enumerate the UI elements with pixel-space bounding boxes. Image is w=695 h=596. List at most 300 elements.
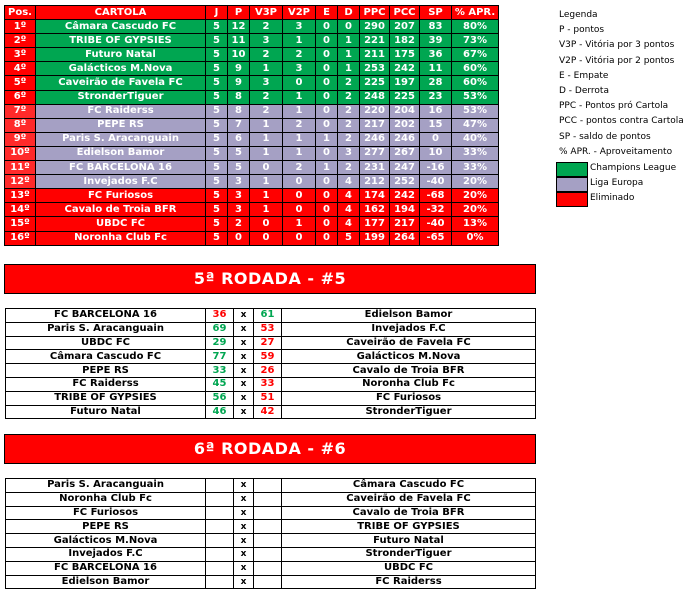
- cell-pcc: 197: [390, 76, 420, 90]
- cell-apr: 20%: [452, 189, 499, 203]
- standings-row: [5, 48, 499, 62]
- legend-title: Legenda: [559, 10, 598, 20]
- away-team: Caveirão de Favela FC: [282, 336, 536, 350]
- versus-mark: x: [234, 322, 254, 336]
- cell-team: Caveirão de Favela FC: [36, 76, 206, 90]
- cell-team: Cavalo de Troia BFR: [36, 203, 206, 217]
- match-row: [6, 506, 536, 520]
- cell-pcc: 264: [390, 231, 420, 245]
- header-sp: SP: [420, 6, 452, 20]
- cell-sp: 10: [420, 146, 452, 160]
- cell-e: 0: [316, 90, 338, 104]
- cell-pcc: 252: [390, 175, 420, 189]
- cell-v2p: 2: [283, 161, 316, 175]
- home-team: Futuro Natal: [6, 405, 206, 419]
- cell-ppc: 290: [360, 20, 390, 34]
- home-team: UBDC FC: [6, 336, 206, 350]
- cell-sp: 39: [420, 34, 452, 48]
- cell-apr: 13%: [452, 217, 499, 231]
- cell-p: 6: [228, 132, 250, 146]
- cell-sp: 36: [420, 48, 452, 62]
- cell-pos: 2º: [5, 34, 36, 48]
- home-score: [206, 547, 234, 561]
- legend-item: D - Derrota: [559, 86, 609, 97]
- cell-e: 1: [316, 161, 338, 175]
- cell-j: 5: [206, 231, 228, 245]
- cell-sp: 11: [420, 62, 452, 76]
- cell-p: 3: [228, 175, 250, 189]
- standings-row: [5, 62, 499, 76]
- cell-sp: 28: [420, 76, 452, 90]
- away-team: Galácticos M.Nova: [282, 350, 536, 364]
- versus-mark: x: [234, 520, 254, 534]
- standings-row: [5, 34, 499, 48]
- cell-pcc: 182: [390, 34, 420, 48]
- home-score: 45: [206, 377, 234, 391]
- round5-matches: [5, 308, 536, 419]
- cell-e: 0: [316, 76, 338, 90]
- away-team: Caveirão de Favela FC: [282, 492, 536, 506]
- cell-sp: -32: [420, 203, 452, 217]
- standings-row: [5, 231, 499, 245]
- cell-v2p: 2: [283, 118, 316, 132]
- cell-v2p: 0: [283, 189, 316, 203]
- cell-j: 5: [206, 161, 228, 175]
- cell-d: 2: [338, 118, 360, 132]
- standings-row: [5, 20, 499, 34]
- cell-sp: 0: [420, 132, 452, 146]
- standings-row: [5, 104, 499, 118]
- cell-team: Câmara Cascudo FC: [36, 20, 206, 34]
- cell-v3p: 2: [250, 90, 283, 104]
- home-team: PEPE RS: [6, 364, 206, 378]
- match-row: [6, 479, 536, 493]
- match-row: [6, 534, 536, 548]
- cell-pos: 12º: [5, 175, 36, 189]
- cell-e: 0: [316, 231, 338, 245]
- cell-v3p: 2: [250, 104, 283, 118]
- cell-pos: 3º: [5, 48, 36, 62]
- away-score: 53: [254, 322, 282, 336]
- match-row: [6, 336, 536, 350]
- versus-mark: x: [234, 492, 254, 506]
- cell-d: 1: [338, 62, 360, 76]
- legend-swatch-europa: [556, 177, 588, 192]
- away-team: Noronha Club Fc: [282, 377, 536, 391]
- cell-e: 0: [316, 175, 338, 189]
- cell-apr: 53%: [452, 90, 499, 104]
- cell-p: 11: [228, 34, 250, 48]
- cell-v2p: 0: [283, 203, 316, 217]
- match-row: [6, 561, 536, 575]
- cell-pcc: 247: [390, 161, 420, 175]
- cell-ppc: 220: [360, 104, 390, 118]
- header-pos: Pos.: [5, 6, 36, 20]
- legend-item: % APR. - Aproveitamento: [559, 146, 673, 157]
- cell-team: UBDC FC: [36, 217, 206, 231]
- cell-e: 0: [316, 104, 338, 118]
- match-row: [6, 520, 536, 534]
- cell-ppc: 211: [360, 48, 390, 62]
- cell-d: 1: [338, 48, 360, 62]
- cell-v3p: 3: [250, 34, 283, 48]
- legend: [559, 8, 684, 160]
- cell-apr: 20%: [452, 175, 499, 189]
- cell-v2p: 3: [283, 62, 316, 76]
- cell-pcc: 202: [390, 118, 420, 132]
- cell-p: 3: [228, 203, 250, 217]
- cell-e: 0: [316, 20, 338, 34]
- cell-pos: 15º: [5, 217, 36, 231]
- cell-e: 0: [316, 62, 338, 76]
- cell-v3p: 2: [250, 20, 283, 34]
- legend-swatch-champions: [556, 162, 588, 177]
- cell-pcc: 175: [390, 48, 420, 62]
- cell-e: 0: [316, 118, 338, 132]
- legend-item: V2P - Vitória por 2 pontos: [559, 55, 675, 66]
- header-pcc: PCC: [390, 6, 420, 20]
- standings-row: [5, 76, 499, 90]
- legend-zone-eliminado: Eliminado: [590, 193, 635, 203]
- cell-e: 0: [316, 217, 338, 231]
- cell-ppc: 212: [360, 175, 390, 189]
- cell-pos: 4º: [5, 62, 36, 76]
- cell-team: Edielson Bamor: [36, 146, 206, 160]
- home-score: 69: [206, 322, 234, 336]
- cell-apr: 47%: [452, 118, 499, 132]
- away-score: [254, 479, 282, 493]
- match-row: [6, 391, 536, 405]
- away-team: StronderTiguer: [282, 547, 536, 561]
- versus-mark: x: [234, 405, 254, 419]
- cell-pos: 13º: [5, 189, 36, 203]
- home-score: [206, 506, 234, 520]
- cell-pcc: 242: [390, 62, 420, 76]
- cell-team: TRIBE OF GYPSIES: [36, 34, 206, 48]
- away-score: [254, 506, 282, 520]
- cell-e: 0: [316, 48, 338, 62]
- cell-ppc: 174: [360, 189, 390, 203]
- away-score: [254, 520, 282, 534]
- versus-mark: x: [234, 534, 254, 548]
- home-score: [206, 561, 234, 575]
- cell-ppc: 253: [360, 62, 390, 76]
- cell-v2p: 3: [283, 20, 316, 34]
- cell-p: 2: [228, 217, 250, 231]
- cell-apr: 60%: [452, 76, 499, 90]
- cell-pos: 8º: [5, 118, 36, 132]
- standings-row: [5, 161, 499, 175]
- away-score: 27: [254, 336, 282, 350]
- match-row: [6, 405, 536, 419]
- away-team: Câmara Cascudo FC: [282, 479, 536, 493]
- versus-mark: x: [234, 364, 254, 378]
- cell-pcc: 246: [390, 132, 420, 146]
- home-score: [206, 575, 234, 589]
- cell-p: 7: [228, 118, 250, 132]
- cell-sp: -16: [420, 161, 452, 175]
- standings-row: [5, 175, 499, 189]
- home-team: Paris S. Aracanguain: [6, 322, 206, 336]
- cell-d: 1: [338, 34, 360, 48]
- legend-item: P - pontos: [559, 25, 605, 36]
- home-score: 77: [206, 350, 234, 364]
- cell-e: 0: [316, 34, 338, 48]
- cell-pcc: 194: [390, 203, 420, 217]
- cell-pos: 11º: [5, 161, 36, 175]
- cell-team: Noronha Club Fc: [36, 231, 206, 245]
- cell-d: 5: [338, 231, 360, 245]
- home-team: Edielson Bamor: [6, 575, 206, 589]
- cell-v2p: 1: [283, 104, 316, 118]
- cell-sp: -65: [420, 231, 452, 245]
- standings-table: [4, 5, 499, 246]
- away-team: TRIBE OF GYPSIES: [282, 520, 536, 534]
- away-team: StronderTiguer: [282, 405, 536, 419]
- cell-p: 9: [228, 62, 250, 76]
- cell-sp: 23: [420, 90, 452, 104]
- cell-v3p: 1: [250, 132, 283, 146]
- away-team: FC Furiosos: [282, 391, 536, 405]
- cell-ppc: 221: [360, 34, 390, 48]
- cell-apr: 67%: [452, 48, 499, 62]
- cell-p: 5: [228, 161, 250, 175]
- legend-item: V3P - Vitória por 3 pontos: [559, 40, 675, 51]
- away-score: [254, 561, 282, 575]
- header-p: P: [228, 6, 250, 20]
- header-cartola: CARTOLA: [36, 6, 206, 20]
- cell-ppc: 162: [360, 203, 390, 217]
- versus-mark: x: [234, 547, 254, 561]
- cell-apr: 53%: [452, 104, 499, 118]
- cell-j: 5: [206, 34, 228, 48]
- home-team: Câmara Cascudo FC: [6, 350, 206, 364]
- header-e: E: [316, 6, 338, 20]
- cell-v2p: 1: [283, 132, 316, 146]
- round6-matches: [5, 478, 536, 589]
- cell-v3p: 0: [250, 217, 283, 231]
- cell-p: 0: [228, 231, 250, 245]
- cell-p: 9: [228, 76, 250, 90]
- match-row: [6, 492, 536, 506]
- header-v3p: V3P: [250, 6, 283, 20]
- away-team: Edielson Bamor: [282, 309, 536, 323]
- cell-ppc: 217: [360, 118, 390, 132]
- cell-d: 2: [338, 132, 360, 146]
- legend-item: PCC - pontos contra Cartola: [559, 116, 684, 127]
- cell-v3p: 1: [250, 189, 283, 203]
- header-v2p: V2P: [283, 6, 316, 20]
- cell-team: FC Raiderss: [36, 104, 206, 118]
- cell-j: 5: [206, 20, 228, 34]
- cell-pos: 1º: [5, 20, 36, 34]
- cell-e: 0: [316, 203, 338, 217]
- cell-j: 5: [206, 146, 228, 160]
- away-team: Futuro Natal: [282, 534, 536, 548]
- cell-apr: 33%: [452, 146, 499, 160]
- versus-mark: x: [234, 506, 254, 520]
- cell-pos: 5º: [5, 76, 36, 90]
- cell-pcc: 242: [390, 189, 420, 203]
- cell-j: 5: [206, 175, 228, 189]
- standings-row: [5, 217, 499, 231]
- cell-ppc: 277: [360, 146, 390, 160]
- legend-swatch-eliminado: [556, 192, 588, 207]
- standings-body: [5, 20, 499, 246]
- home-team: FC BARCELONA 16: [6, 309, 206, 323]
- cell-d: 3: [338, 146, 360, 160]
- match-row: [6, 309, 536, 323]
- cell-d: 2: [338, 161, 360, 175]
- home-team: PEPE RS: [6, 520, 206, 534]
- home-score: 46: [206, 405, 234, 419]
- away-score: [254, 547, 282, 561]
- cell-v2p: 1: [283, 90, 316, 104]
- cell-v3p: 0: [250, 161, 283, 175]
- away-team: FC Raiderss: [282, 575, 536, 589]
- away-team: Cavalo de Troia BFR: [282, 506, 536, 520]
- cell-d: 2: [338, 90, 360, 104]
- cell-team: FC Furiosos: [36, 189, 206, 203]
- match-row: [6, 322, 536, 336]
- cell-v2p: 0: [283, 76, 316, 90]
- cell-sp: -40: [420, 175, 452, 189]
- cell-v3p: 1: [250, 203, 283, 217]
- cell-ppc: 231: [360, 161, 390, 175]
- match-row: [6, 350, 536, 364]
- cell-d: 4: [338, 189, 360, 203]
- home-team: TRIBE OF GYPSIES: [6, 391, 206, 405]
- legend-zone-europa: Liga Europa: [590, 178, 644, 188]
- cell-pcc: 207: [390, 20, 420, 34]
- cell-v2p: 0: [283, 231, 316, 245]
- standings-row: [5, 189, 499, 203]
- cell-j: 5: [206, 217, 228, 231]
- legend-item: E - Empate: [559, 70, 609, 81]
- cell-d: 4: [338, 175, 360, 189]
- cell-pos: 16º: [5, 231, 36, 245]
- cell-d: 2: [338, 76, 360, 90]
- away-score: 42: [254, 405, 282, 419]
- cell-ppc: 248: [360, 90, 390, 104]
- cell-pos: 10º: [5, 146, 36, 160]
- versus-mark: x: [234, 391, 254, 405]
- cell-team: Invejados F.C: [36, 175, 206, 189]
- away-score: 26: [254, 364, 282, 378]
- legend-item: SP - saldo de pontos: [559, 131, 651, 142]
- cell-p: 5: [228, 146, 250, 160]
- round6-header: 6ª RODADA - #6: [4, 434, 536, 464]
- home-score: 29: [206, 336, 234, 350]
- cell-d: 4: [338, 203, 360, 217]
- legend-item: PPC - Pontos pró Cartola: [559, 101, 669, 112]
- match-row: [6, 364, 536, 378]
- home-team: FC BARCELONA 16: [6, 561, 206, 575]
- versus-mark: x: [234, 350, 254, 364]
- away-team: Cavalo de Troia BFR: [282, 364, 536, 378]
- cell-sp: -40: [420, 217, 452, 231]
- match-row: [6, 547, 536, 561]
- home-score: [206, 534, 234, 548]
- cell-v3p: 1: [250, 62, 283, 76]
- cell-j: 5: [206, 203, 228, 217]
- cell-team: StronderTiguer: [36, 90, 206, 104]
- cell-j: 5: [206, 90, 228, 104]
- away-score: 33: [254, 377, 282, 391]
- away-score: 61: [254, 309, 282, 323]
- standings-row: [5, 90, 499, 104]
- cell-team: Paris S. Aracanguain: [36, 132, 206, 146]
- cell-e: 0: [316, 189, 338, 203]
- cell-j: 5: [206, 76, 228, 90]
- home-team: FC Raiderss: [6, 377, 206, 391]
- away-team: Invejados F.C: [282, 322, 536, 336]
- cell-p: 12: [228, 20, 250, 34]
- cell-p: 10: [228, 48, 250, 62]
- cell-e: 0: [316, 146, 338, 160]
- versus-mark: x: [234, 575, 254, 589]
- cell-p: 3: [228, 189, 250, 203]
- cell-sp: -68: [420, 189, 452, 203]
- cell-v3p: 1: [250, 118, 283, 132]
- cell-apr: 0%: [452, 231, 499, 245]
- away-team: UBDC FC: [282, 561, 536, 575]
- cell-pos: 6º: [5, 90, 36, 104]
- cell-pos: 7º: [5, 104, 36, 118]
- cell-j: 5: [206, 189, 228, 203]
- cell-team: Futuro Natal: [36, 48, 206, 62]
- cell-pcc: 217: [390, 217, 420, 231]
- cell-d: 4: [338, 217, 360, 231]
- cell-j: 5: [206, 132, 228, 146]
- cell-e: 1: [316, 132, 338, 146]
- away-score: [254, 575, 282, 589]
- home-score: [206, 520, 234, 534]
- home-score: 33: [206, 364, 234, 378]
- cell-d: 2: [338, 104, 360, 118]
- header-ppc: PPC: [360, 6, 390, 20]
- cell-pos: 9º: [5, 132, 36, 146]
- round6-body: [6, 479, 536, 589]
- home-score: 56: [206, 391, 234, 405]
- cell-j: 5: [206, 48, 228, 62]
- home-score: [206, 492, 234, 506]
- cell-pcc: 204: [390, 104, 420, 118]
- legend-zone-champions: Champions League: [590, 163, 677, 173]
- home-team: Invejados F.C: [6, 547, 206, 561]
- cell-apr: 73%: [452, 34, 499, 48]
- cell-v3p: 3: [250, 76, 283, 90]
- cell-ppc: 225: [360, 76, 390, 90]
- cell-v3p: 0: [250, 231, 283, 245]
- header-d: D: [338, 6, 360, 20]
- cell-sp: 15: [420, 118, 452, 132]
- cell-ppc: 177: [360, 217, 390, 231]
- cell-team: Galácticos M.Nova: [36, 62, 206, 76]
- cell-sp: 16: [420, 104, 452, 118]
- cell-v3p: 1: [250, 175, 283, 189]
- round5-body: [6, 309, 536, 419]
- standings-row: [5, 203, 499, 217]
- cell-sp: 83: [420, 20, 452, 34]
- away-score: 51: [254, 391, 282, 405]
- match-row: [6, 377, 536, 391]
- cell-v2p: 1: [283, 217, 316, 231]
- home-score: [206, 479, 234, 493]
- match-row: [6, 575, 536, 589]
- cell-v2p: 0: [283, 175, 316, 189]
- standings-row: [5, 132, 499, 146]
